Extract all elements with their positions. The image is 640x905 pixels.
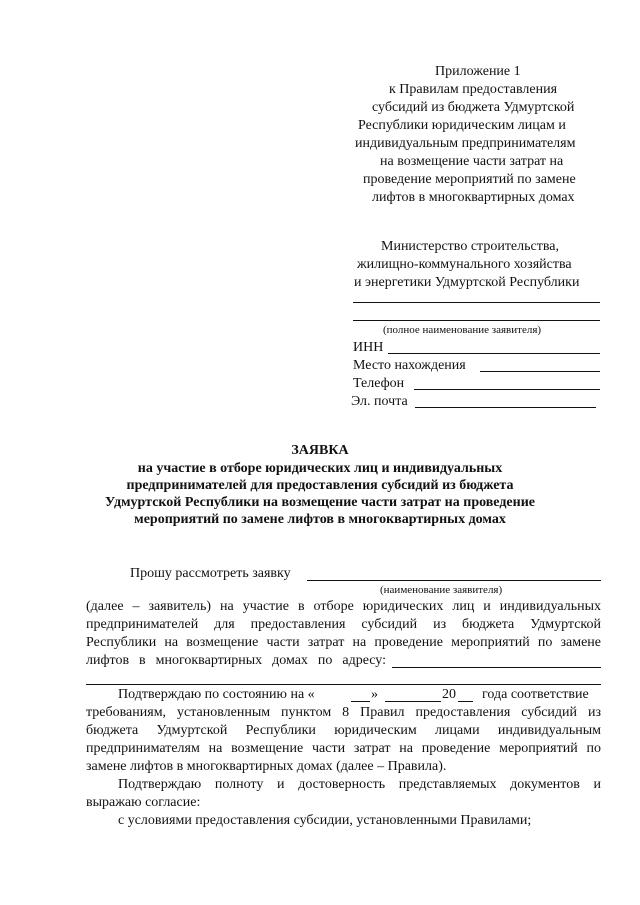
email-field[interactable] [415,407,596,408]
title-line: Удмуртской Республики на возмещение части затрат на проведение [105,495,535,510]
title-line: предпринимателей для предоставления субсидий из бюджета [126,478,514,493]
inn-label: ИНН [353,340,384,355]
quote-close: » [371,687,378,702]
paragraph-line: предпринимателям на возмещение части затрат на проведение мероприятий по [86,741,601,756]
paragraph-line: выражаю согласие: [86,795,201,810]
paragraph-line: Республики на возмещение части затрат на проведение мероприятий по замене [86,635,601,650]
phone-field[interactable] [414,389,600,390]
location-field[interactable] [480,371,600,372]
paragraph-line: Подтверждаю полноту и достоверность представляемых документов и [118,777,601,792]
appendix-line: индивидуальным предпринимателям [355,136,576,151]
year-prefix: 20 [442,687,456,702]
phone-label: Телефон [353,376,405,391]
paragraph-line: лифтов в многоквартирных домах по адресу: [86,653,386,668]
paragraph-line: предпринимателей для предоставления субсидий из бюджета Удмуртской [86,617,601,632]
paragraph-line: замене лифтов в многоквартирных домах (далее – Правила). [86,759,447,774]
appendix-line: на возмещение части затрат на [380,154,564,169]
applicant-name-field-2[interactable] [353,320,600,321]
paragraph-line: бюджета Удмуртской Республики юридическим лицами индивидуальным [86,723,601,738]
year-field[interactable] [458,701,473,702]
appendix-line: проведение мероприятий по замене [363,172,576,187]
request-caption: (наименование заявителя) [380,584,503,596]
addressee-line: Министерство строительства, [381,239,559,254]
appendix-number: Приложение 1 [435,64,521,79]
paragraph-line: требованиям, установленным пунктом 8 Правил предоставления субсидий из [86,705,601,720]
applicant-name-caption: (полное наименование заявителя) [383,324,542,336]
paragraph-line: (далее – заявитель) на участие в отборе юридических лиц и индивидуальных [86,599,601,614]
month-field[interactable] [385,701,441,702]
title-heading: ЗАЯВКА [291,443,349,458]
appendix-line: к Правилам предоставления [389,82,558,97]
address-field[interactable] [392,667,601,668]
paragraph-line: с условиями предоставления субсидии, установленными Правилами; [118,813,532,828]
email-label: Эл. почта [351,394,408,409]
inn-field[interactable] [388,353,600,354]
addressee-line: жилищно-коммунального хозяйства [357,257,572,272]
title-line: мероприятий по замене лифтов в многоквартирных домах [134,512,506,527]
applicant-name-field[interactable] [353,302,600,303]
location-label: Место нахождения [353,358,466,373]
title-line: на участие в отборе юридических лиц и индивидуальных [137,461,503,476]
address-field-2[interactable] [86,684,601,685]
day-field[interactable] [351,701,370,702]
request-label: Прошу рассмотреть заявку [130,566,291,581]
appendix-line: лифтов в многоквартирных домах [372,190,575,205]
confirm-label: Подтверждаю по состоянию на « [118,687,315,702]
confirm-suffix: года соответствие [482,687,589,702]
appendix-line: Республики юридическим лицам и [358,118,566,133]
addressee-line: и энергетики Удмуртской Республики [354,275,580,290]
appendix-line: субсидий из бюджета Удмуртской [372,100,575,115]
applicant-name-inline-field[interactable] [307,580,601,581]
